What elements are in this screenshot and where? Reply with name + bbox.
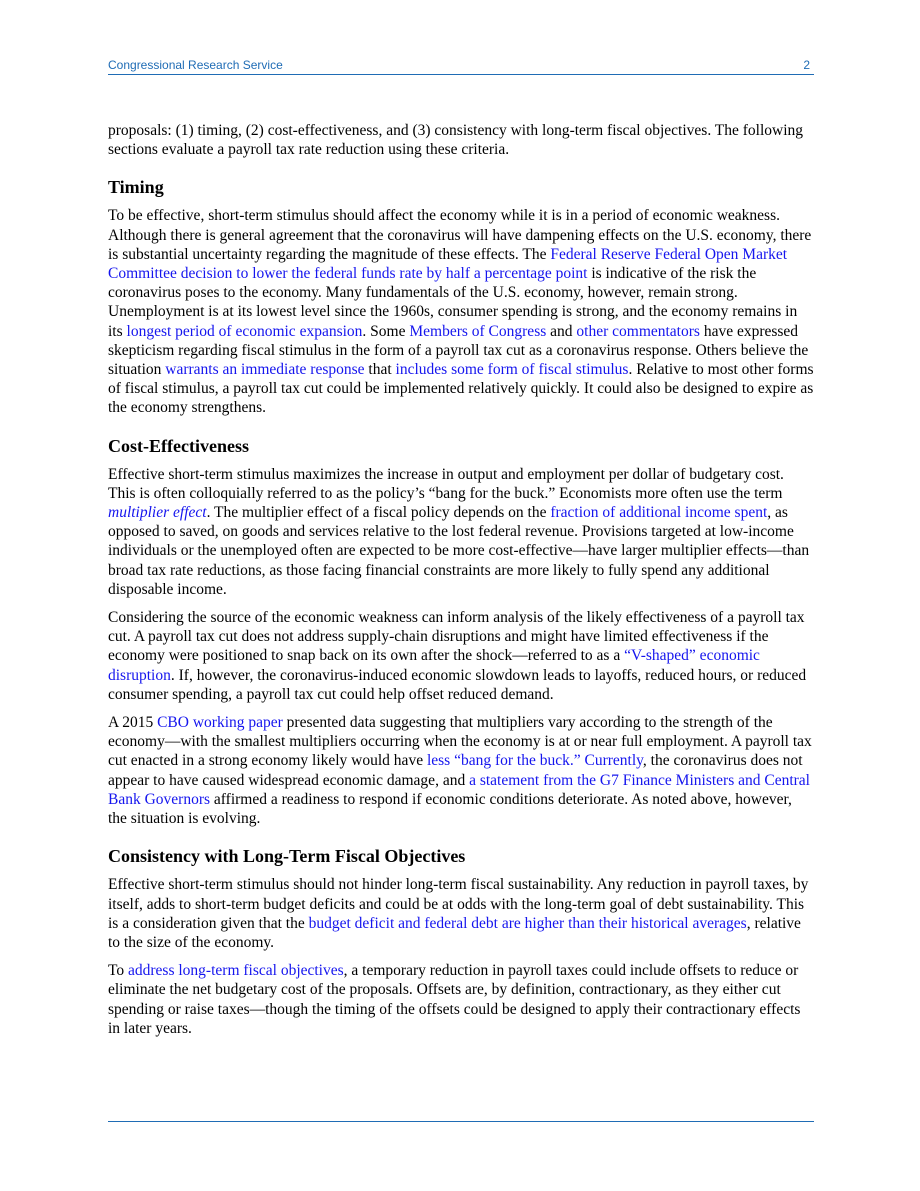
- consistency-paragraph-1: [108, 875, 814, 952]
- cost-paragraph-2: [108, 608, 814, 704]
- link-v-shaped-disruption[interactable]: “V-shaped” economic disruption: [108, 647, 760, 684]
- link-g7-statement[interactable]: a statement from the G7 Finance Ministers and Central Bank Governors: [108, 771, 810, 808]
- body-text: . The multiplier effect of a fiscal policy depends on the: [206, 504, 551, 522]
- body-text: . Relative to most other forms of fiscal stimulus, a payroll tax cut could be implemented relatively quickly. It could also be designed to expire as the economy strengthens.: [108, 361, 814, 417]
- body-text: Effective short-term stimulus maximizes the increase in output and employment per dollar of budgetary cost. This is often colloquially referred to as the policy’s “bang for the buck.” Economists more often use the term: [108, 465, 784, 502]
- link-fiscal-stimulus[interactable]: includes some form of fiscal stimulus: [395, 361, 629, 379]
- consistency-paragraph-2: [108, 961, 814, 1038]
- body-text: presented data suggesting that multipliers vary according to the strength of the economy—with the smallest multipliers occurring when the economy is at or near full employment. A payroll tax cut enacted in a strong economy likely would have: [108, 714, 812, 770]
- footer-rule: [108, 1121, 814, 1122]
- intro-paragraph: [108, 121, 814, 159]
- body-text: is indicative of the risk the coronavirus poses to the economy. Many fundamentals of the U.S. economy, however, remain strong. Unemployment is at its lowest level since the 1960s, consumer spending is strong, and the economy remains in its: [108, 265, 798, 340]
- body-text: Effective short-term stimulus should not hinder long-term fiscal sustainability. Any reduction in payroll taxes, by itself, adds to short-term budget deficits and could be at odds with the long-term goal of debt sustainability. This is a consideration given that the: [108, 876, 809, 932]
- body-text: proposals: (1) timing, (2) cost-effectiveness, and (3) consistency with long-term fiscal objectives. The following sections evaluate a payroll tax rate reduction using these criteria.: [108, 122, 804, 159]
- body-text: To: [108, 962, 129, 980]
- link-fomc-decision[interactable]: Federal Reserve Federal Open Market Committee decision to lower the federal funds rate by half a percentage point: [108, 245, 788, 283]
- cost-paragraph-1: [108, 465, 814, 599]
- body-text: affirmed a readiness to respond if economic conditions deteriorate. As noted above, however, the situation is evolving.: [108, 790, 792, 828]
- link-longest-expansion[interactable]: longest period of economic expansion: [126, 322, 363, 340]
- body-text: , the coronavirus does not appear to have caused widespread economic damage, and: [108, 752, 803, 789]
- body-text: , a temporary reduction in payroll taxes could include offsets to reduce or eliminate the net budgetary cost of the proposals. Offsets are, by definition, contractionary, as they either cut spending or raise taxes—though the timing of the offsets could be designed to apply their contractionary effects in later years.: [108, 962, 801, 1037]
- body-text: and: [546, 322, 577, 340]
- link-cbo-working-paper[interactable]: CBO working paper: [157, 714, 283, 732]
- header-org: Congressional Research Service: [108, 58, 283, 72]
- body-text: To be effective, short-term stimulus should affect the economy while it is in a period of economic weakness. Although there is general agreement that the coronavirus will have dampening effects on the U.S. economy, there is substantial uncertainty regarding the magnitude of these effects. The: [108, 207, 812, 263]
- page-header: [108, 58, 814, 75]
- body-text: , relative to the size of the economy.: [108, 914, 801, 951]
- link-fraction-income-spent[interactable]: fraction of additional income spent: [550, 504, 768, 522]
- cost-paragraph-3: [108, 713, 814, 828]
- link-multiplier-effect[interactable]: [108, 504, 207, 521]
- body-text: A 2015: [108, 714, 158, 732]
- link-bang-for-buck[interactable]: less “bang for the buck.” Currently: [426, 752, 643, 770]
- link-text: multiplier effect: [108, 504, 207, 522]
- document-body: [108, 121, 814, 1038]
- page-number: 2: [803, 58, 810, 72]
- section-heading-timing: Timing: [108, 177, 164, 198]
- timing-paragraph: [108, 206, 814, 417]
- body-text: that: [364, 361, 396, 379]
- body-text: . Some: [362, 322, 410, 340]
- link-other-commentators[interactable]: other commentators: [576, 322, 700, 340]
- body-text: Considering the source of the economic weakness can inform analysis of the likely effectiveness of a payroll tax cut. A payroll tax cut does not address supply-chain disruptions and might have limited effectiveness if the economy were positioned to snap back on its own after the shock—referred to as a: [108, 609, 805, 665]
- link-long-term-fiscal-objectives[interactable]: address long-term fiscal objectives: [128, 962, 344, 980]
- section-heading-consistency: Consistency with Long-Term Fiscal Objectives: [108, 846, 466, 867]
- link-deficit-debt-averages[interactable]: budget deficit and federal debt are higher than their historical averages: [308, 914, 747, 932]
- section-heading-cost-effectiveness: Cost-Effectiveness: [108, 435, 249, 456]
- body-text: , as opposed to saved, on goods and services relative to the lost federal revenue. Provisions targeted at low-income individuals or the unemployed often are expected to be more cost-effective—have larger multiplier effects—than broad tax rate reductions, as those facing financial constraints are more likely to fully spend any additional disposable income.: [108, 504, 810, 598]
- body-text: have expressed skepticism regarding fiscal stimulus in the form of a payroll tax cut as a coronavirus response. Others believe the situation: [108, 322, 809, 379]
- link-immediate-response[interactable]: warrants an immediate response: [165, 361, 365, 379]
- link-members-of-congress[interactable]: Members of Congress: [409, 322, 547, 340]
- body-text: . If, however, the coronavirus-induced economic slowdown leads to layoffs, reduced hours, or reduced consumer spending, a payroll tax cut could help offset reduced demand.: [108, 666, 807, 703]
